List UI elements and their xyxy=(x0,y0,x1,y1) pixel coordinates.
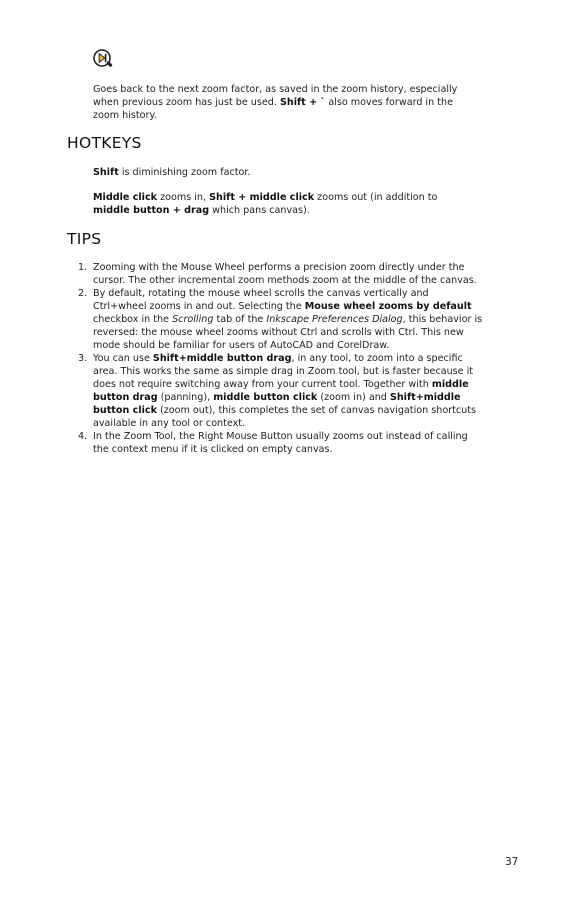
tips-heading: TIPS xyxy=(67,230,102,248)
tip-item: 4. In the Zoom Tool, the Right Mouse Button usually zooms out instead of calling the context menu if it is clicked on empty canvas. xyxy=(78,431,468,455)
tip-item: 1. Zooming with the Mouse Wheel performs a precision zoom directly under the cursor. The other incremental zoom methods zoom at the middle of the canvas. xyxy=(78,262,477,286)
hotkey-shift-paragraph: Shift is diminishing zoom factor. xyxy=(93,167,251,178)
hotkey-middle-click-paragraph: Middle click zooms in, Shift + middle click zooms out (in addition to middle button + drag which pans canvas). xyxy=(93,192,438,216)
shift-backtick-key: Shift + ` xyxy=(279,97,326,108)
tip-item: 3. You can use Shift+middle button drag, in any tool, to zoom into a specific area. This works the same as simple drag in Zoom tool, but is faster because it does not require switching away from your current tool. Together with middle button drag (panning), middle button click (zoom in) and Shift+middle button click (zoom out), this completes the set of canvas navigation shortcuts available in any tool or context. xyxy=(78,353,477,429)
page-number: 37 xyxy=(505,856,519,868)
tip-item: 2. By default, rotating the mouse wheel scrolls the canvas vertically and Ctrl+wheel zooms in and out. Selecting the Mouse wheel zooms by default checkbox in the Scrolling tab of the Inkscape Preferences Dialog, this behavior is reversed: the mouse wheel zooms without Ctrl and scrolls with Ctrl. This new mode should be familiar for users of AutoCAD and CorelDraw. xyxy=(78,288,483,351)
zoom-next-icon xyxy=(92,48,114,70)
hotkeys-heading: HOTKEYS xyxy=(67,134,142,152)
intro-paragraph: Goes back to the next zoom factor, as saved in the zoom history, especially when previous zoom has just be used. Shift + ` also moves forward in the zoom history. xyxy=(93,84,458,121)
tips-list xyxy=(78,261,483,456)
